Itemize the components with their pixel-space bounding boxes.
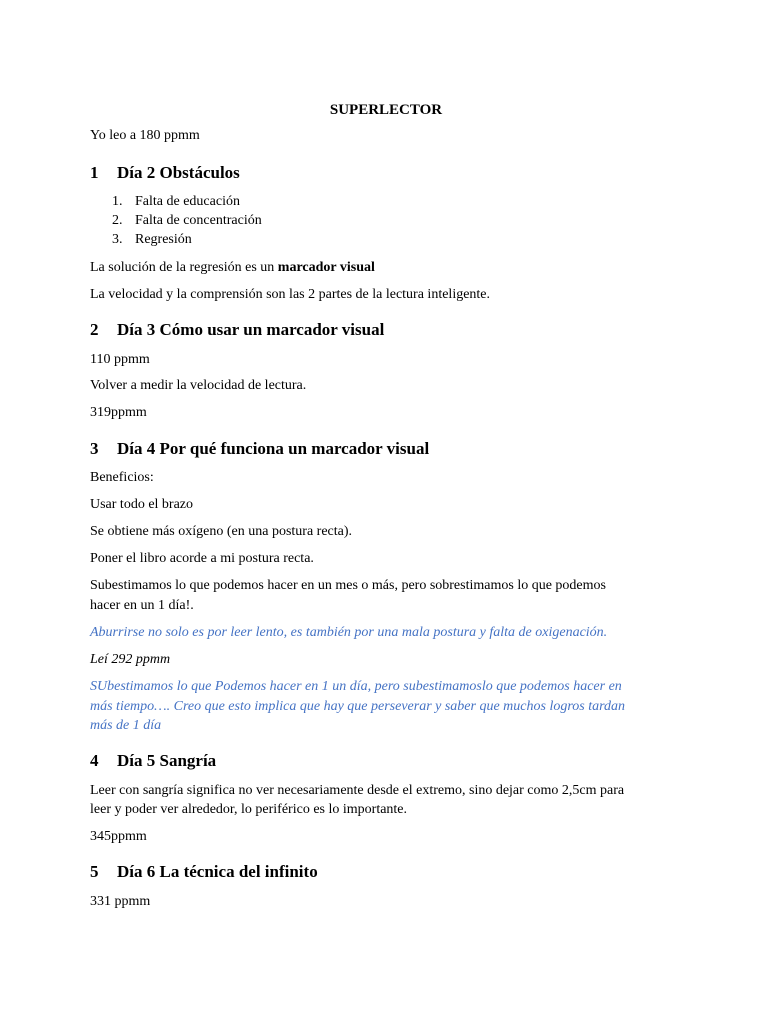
section-heading-text: Día 2 Obstáculos: [117, 163, 240, 182]
section-heading-text: Día 4 Por qué funciona un marcador visual: [117, 439, 430, 458]
paragraph: La velocidad y la comprensión son las 2 partes de la lectura inteligente.: [90, 287, 491, 302]
paragraph-line: hacer en un 1 día!.: [90, 598, 194, 613]
list-number: 3.: [112, 232, 123, 247]
intro-paragraph: Yo leo a 180 ppmm: [90, 128, 200, 143]
note-paragraph-line: SUbestimamos lo que Podemos hacer en 1 un día, pero subestimamoslo que podemos hacer en: [90, 679, 622, 694]
paragraph: [90, 258, 690, 278]
section-heading-1: [90, 163, 240, 183]
section-heading-5: [90, 862, 318, 882]
list-number: 2.: [112, 213, 123, 228]
list-item: [112, 193, 240, 211]
list-item-text: Regresión: [135, 232, 192, 247]
section-number: 5: [90, 862, 99, 881]
paragraph-line: leer y poder ver alrededor, lo periférico es lo importante.: [90, 802, 408, 817]
paragraph: Se obtiene más oxígeno (en una postura recta).: [90, 524, 353, 539]
paragraph: 319ppmm: [90, 405, 147, 420]
paragraph: 331 ppmm: [90, 894, 151, 909]
paragraph: Poner el libro acorde a mi postura recta.: [90, 551, 314, 566]
note-paragraph-line: más tiempo…. Creo que esto implica que hay que perseverar y saber que muchos logros tardan: [90, 699, 626, 714]
list-number: 1.: [112, 194, 123, 209]
section-number: 1: [90, 163, 99, 182]
paragraph: Volver a medir la velocidad de lectura.: [90, 378, 307, 393]
section-heading-text: Día 6 La técnica del infinito: [117, 862, 318, 881]
list-item-text: Falta de concentración: [135, 213, 262, 228]
list-item: [112, 231, 192, 249]
note-paragraph-line: más de 1 día: [90, 718, 162, 733]
section-number: 3: [90, 439, 99, 458]
document-title: SUPERLECTOR: [329, 102, 443, 118]
paragraph: 345ppmm: [90, 829, 147, 844]
section-number: 4: [90, 751, 99, 770]
paragraph: Beneficios:: [90, 470, 154, 485]
paragraph: 110 ppmm: [90, 352, 150, 367]
list-item: [112, 212, 262, 230]
section-heading-4: [90, 751, 216, 771]
paragraph-bold-text: marcador visual: [277, 260, 375, 275]
section-number: 2: [90, 320, 99, 339]
section-heading-text: Día 3 Cómo usar un marcador visual: [117, 320, 385, 339]
list-item-text: Falta de educación: [135, 194, 240, 209]
paragraph-line: Subestimamos lo que podemos hacer en un mes o más, pero sobrestimamos lo que podemos: [90, 578, 606, 593]
section-heading-text: Día 5 Sangría: [117, 751, 217, 770]
paragraph: Leí 292 ppmm: [90, 652, 171, 667]
section-heading-2: [90, 320, 384, 340]
paragraph-text: La solución de la regresión es un: [90, 260, 278, 275]
paragraph-line: Leer con sangría significa no ver necesariamente desde el extremo, sino dejar como 2,5cm para: [90, 783, 625, 798]
note-paragraph: Aburrirse no solo es por leer lento, es también por una mala postura y falta de oxigenación.: [90, 625, 608, 640]
paragraph: Usar todo el brazo: [90, 497, 194, 512]
section-heading-3: [90, 439, 429, 459]
